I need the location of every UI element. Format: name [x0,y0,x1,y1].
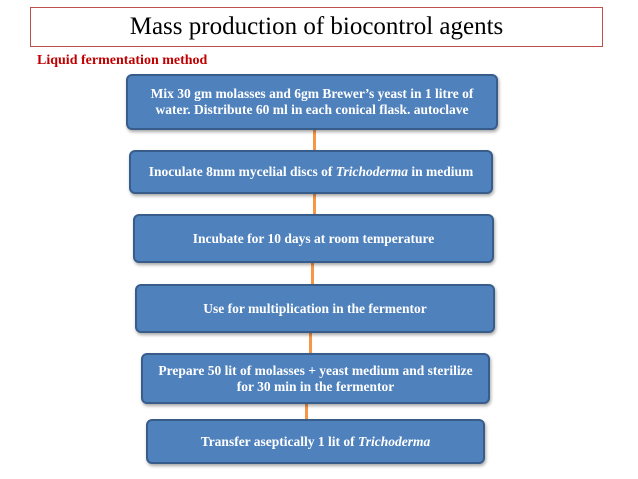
method-subtitle: Liquid fermentation method [37,53,208,68]
step-3-text: Incubate for 10 days at room temperature [192,230,435,246]
step-5-prepare-medium [141,353,490,404]
connector-4-5 [309,332,312,354]
connector-3-4 [311,262,314,285]
step-2-text: Inoculate 8mm mycelial discs of Trichoderma in medium [148,164,474,179]
connector-1-2 [313,129,316,151]
step-2-inoculate [129,150,493,194]
step-5-text: Prepare 50 lit of molasses + yeast medium and sterilize for 30 min in the fermentor [158,362,473,394]
connector-5-6 [305,403,308,420]
step-4-multiplication [135,284,495,333]
step-6-text: Transfer aseptically 1 lit of Trichoderma [200,433,431,449]
step-6-transfer [146,419,485,464]
step-1-text: Mix 30 gm molasses and 6gm Brewer’s yeast in 1 litre of water. Distribute 60 ml in each conical flask. autoclave [150,86,474,117]
step-1-mix-medium [126,74,498,130]
step-3-incubate [133,214,494,263]
connector-2-3 [313,193,316,215]
step-4-text: Use for multiplication in the fermentor [203,300,427,316]
slide-title [30,7,603,47]
slide-title-text: Mass production of biocontrol agents [129,13,504,40]
